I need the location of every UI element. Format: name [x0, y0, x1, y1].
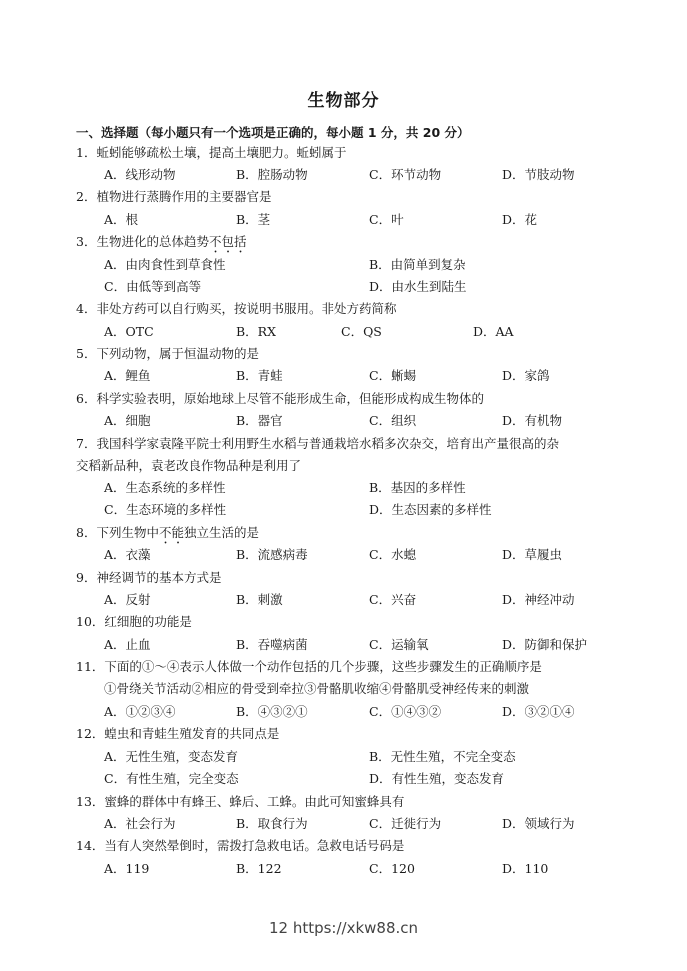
question-8-stem	[76, 525, 259, 547]
question-11-option-d: D．③②①④	[502, 704, 575, 719]
question-7-option-b: B．基因的多样性	[369, 480, 466, 495]
question-11-option-c: C．①④③②	[369, 704, 442, 719]
question-13-option-d: D．领域行为	[502, 816, 575, 831]
question-4-option-d: D．AA	[473, 324, 514, 339]
question-9-stem: 9．神经调节的基本方式是	[76, 570, 222, 585]
question-5-option-d: D．家鸽	[502, 368, 550, 383]
question-3-option-c: C．由低等到高等	[104, 279, 202, 294]
page-footer: 12 https://xkw88.cn	[268, 919, 419, 937]
question-6-option-b: B．器官	[236, 413, 283, 428]
question-14-option-b: B．122	[236, 861, 282, 876]
question-3-stem	[76, 234, 246, 256]
question-12-option-a: A．无性生殖，变态发育	[104, 749, 239, 764]
question-5-option-a: A．鲤鱼	[104, 368, 151, 383]
question-14-stem: 14．当有人突然晕倒时，需拨打急救电话。急救电话号码是	[76, 838, 405, 853]
question-7-option-c: C．生态环境的多样性	[104, 502, 227, 517]
question-4-option-c: C．QS	[341, 324, 382, 339]
question-5-option-c: C．蜥蜴	[369, 368, 417, 383]
question-1-option-a: A．线形动物	[104, 167, 176, 182]
emphasized-text: 不能	[158, 525, 184, 540]
question-3-option-b: B．由简单到复杂	[369, 257, 466, 272]
question-10-stem: 10．红细胞的功能是	[76, 614, 192, 629]
question-9-option-c: C．兴奋	[369, 592, 417, 607]
stem-text: 独立生活的是	[183, 525, 259, 540]
question-11-stem: 11．下面的①～④表示人体做一个动作包括的几个步骤，这些步骤发生的正确顺序是	[76, 659, 542, 674]
question-1-stem: 1．蚯蚓能够疏松土壤，提高土壤肥力。蚯蚓属于	[76, 145, 347, 160]
question-2-option-c: C．叶	[369, 212, 404, 227]
question-13-option-b: B．取食行为	[236, 816, 308, 831]
question-2-option-a: A．根	[104, 212, 139, 227]
question-8-option-b: B．流感病毒	[236, 547, 308, 562]
question-13-stem: 13．蜜蜂的群体中有蜂王、蜂后、工蜂。由此可知蜜蜂具有	[76, 794, 405, 809]
section-heading: 一、选择题（每小题只有一个选项是正确的，每小题 1 分，共 20 分）	[76, 125, 470, 140]
question-6-option-d: D．有机物	[502, 413, 563, 428]
question-13-option-a: A．社会行为	[104, 816, 176, 831]
question-14-option-d: D．110	[502, 861, 549, 876]
question-8-option-d: D．草履虫	[502, 547, 563, 562]
question-14-option-a: A．119	[104, 861, 150, 876]
question-11-option-a: A．①②③④	[104, 704, 176, 719]
stem-text: 3．生物进化的总体趋势	[76, 234, 209, 249]
question-1-option-b: B．腔肠动物	[236, 167, 308, 182]
question-9-option-d: D．神经冲动	[502, 592, 575, 607]
question-2-stem: 2．植物进行蒸腾作用的主要器官是	[76, 189, 272, 204]
question-10-option-b: B．吞噬病菌	[236, 637, 308, 652]
question-2-option-b: B．茎	[236, 212, 271, 227]
question-10-option-d: D．防御和保护	[502, 637, 588, 652]
question-7-option-a: A．生态系统的多样性	[104, 480, 226, 495]
question-3-option-a: A．由肉食性到草食性	[104, 257, 226, 272]
question-8-option-a: A．衣藻	[104, 547, 151, 562]
question-2-option-d: D．花	[502, 212, 538, 227]
question-6-option-c: C．组织	[369, 413, 417, 428]
question-3-option-d: D．由水生到陆生	[369, 279, 467, 294]
question-1-option-c: C．环节动物	[369, 167, 442, 182]
question-5-option-b: B．青蛙	[236, 368, 283, 383]
question-9-option-b: B．刺激	[236, 592, 283, 607]
question-11-stem-line2: ①骨绕关节活动②相应的骨受到牵拉③骨骼肌收缩④骨骼肌受神经传来的刺激	[104, 681, 530, 696]
question-8-option-c: C．水螅	[369, 547, 417, 562]
stem-text: 8．下列生物中	[76, 525, 159, 540]
question-12-option-d: D．有性生殖，变态发育	[369, 771, 505, 786]
question-11-option-b: B．④③②①	[236, 704, 308, 719]
question-10-option-a: A．止血	[104, 637, 151, 652]
question-14-option-c: C．120	[369, 861, 415, 876]
question-6-option-a: A．细胞	[104, 413, 151, 428]
question-12-option-c: C．有性生殖，完全变态	[104, 771, 239, 786]
question-6-stem: 6．科学实验表明，原始地球上尽管不能形成生命，但能形成构成生物体的	[76, 391, 484, 406]
question-5-stem: 5．下列动物，属于恒温动物的是	[76, 346, 259, 361]
question-10-option-c: C．运输氧	[369, 637, 429, 652]
question-9-option-a: A．反射	[104, 592, 151, 607]
page-title: 生物部分	[307, 91, 380, 111]
emphasized-text: 不包括	[208, 234, 247, 249]
question-12-stem: 12．蝗虫和青蛙生殖发育的共同点是	[76, 726, 280, 741]
question-4-option-a: A．OTC	[104, 324, 154, 339]
question-7-option-d: D．生态因素的多样性	[369, 502, 492, 517]
question-13-option-c: C．迁徙行为	[369, 816, 442, 831]
question-4-stem: 4．非处方药可以自行购买，按说明书服用。非处方药简称	[76, 301, 397, 316]
question-4-option-b: B．RX	[236, 324, 276, 339]
question-7-stem: 7．我国科学家袁隆平院士利用野生水稻与普通栽培水稻多次杂交，培育出产量很高的杂	[76, 436, 559, 451]
question-1-option-d: D．节肢动物	[502, 167, 575, 182]
question-7-stem-line2: 交稻新品种，袁老改良作物品种是利用了	[76, 458, 302, 473]
question-12-option-b: B．无性生殖，不完全变态	[369, 749, 516, 764]
